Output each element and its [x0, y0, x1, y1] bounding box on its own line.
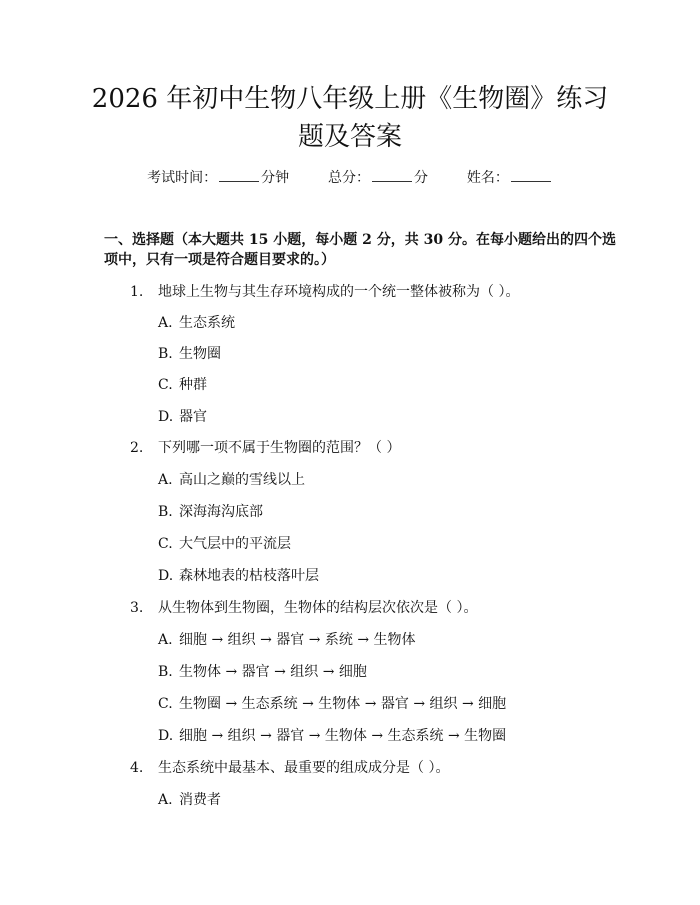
option-letter: B.	[158, 346, 173, 362]
option-letter: C.	[158, 377, 173, 393]
question-text: 地球上生物与其生存环境构成的一个统一整体被称为（ ）。	[158, 284, 520, 300]
section-heading-line-1: 一、选择题（本大题共 15 小题，每小题 2 分，共 30 分。在每小题给出的四个选	[104, 232, 616, 248]
question-4	[130, 758, 449, 778]
option-4a	[158, 790, 221, 810]
exam-info-line	[0, 168, 700, 188]
total-score-blank	[372, 168, 412, 182]
section-heading-line-2: 项中，只有一项是符合题目要求的。）	[104, 252, 335, 268]
option-2d	[158, 566, 319, 586]
question-number: 4.	[130, 760, 144, 776]
option-letter: D.	[158, 568, 174, 584]
option-letter: B.	[158, 504, 173, 520]
question-text: 下列哪一项不属于生物圈的范围？（ ）	[158, 440, 401, 456]
option-text: 生物圈	[179, 346, 221, 362]
option-2b	[158, 502, 263, 522]
exam-time-unit: 分钟	[261, 170, 290, 186]
option-letter: D.	[158, 409, 174, 425]
question-number: 3.	[130, 600, 144, 616]
question-number: 2.	[130, 440, 144, 456]
exam-time-label: 考试时间：	[147, 170, 218, 186]
exam-time-blank	[219, 168, 259, 182]
option-text: 种群	[179, 377, 207, 393]
option-2a	[158, 470, 305, 490]
option-3c	[158, 694, 506, 714]
option-letter: A.	[158, 472, 173, 488]
page-title-line-1: 2026 年初中生物八年级上册《生物圈》练习	[91, 84, 609, 114]
option-text: 生物圈 → 生态系统 → 生物体 → 器官 → 组织 → 细胞	[179, 696, 507, 712]
option-3a	[158, 630, 416, 650]
question-text: 生态系统中最基本、最重要的组成成分是（ ）。	[158, 760, 450, 776]
option-1b	[158, 344, 221, 364]
option-1c	[158, 375, 207, 395]
option-text: 生物体 → 器官 → 组织 → 细胞	[179, 664, 367, 680]
option-1d	[158, 407, 207, 427]
option-letter: A.	[158, 632, 173, 648]
option-text: 细胞 → 组织 → 器官 → 生物体 → 生态系统 → 生物圈	[179, 728, 507, 744]
option-letter: B.	[158, 664, 173, 680]
option-2c	[158, 534, 291, 554]
option-letter: C.	[158, 536, 173, 552]
option-text: 器官	[179, 409, 207, 425]
option-letter: D.	[158, 728, 174, 744]
question-text: 从生物体到生物圈，生物体的结构层次依次是（ ）。	[158, 600, 478, 616]
option-letter: A.	[158, 792, 173, 808]
option-3d	[158, 726, 506, 746]
option-3b	[158, 662, 367, 682]
option-text: 高山之巅的雪线以上	[179, 472, 305, 488]
option-letter: C.	[158, 696, 173, 712]
option-text: 细胞 → 组织 → 器官 → 系统 → 生物体	[179, 632, 416, 648]
question-3	[130, 598, 477, 618]
option-1a	[158, 313, 235, 333]
option-letter: A.	[158, 315, 173, 331]
option-text: 森林地表的枯枝落叶层	[179, 568, 319, 584]
option-text: 大气层中的平流层	[179, 536, 291, 552]
total-score-unit: 分	[414, 170, 428, 186]
question-2	[130, 438, 400, 458]
question-number: 1.	[130, 284, 144, 300]
page-title-line-2: 题及答案	[297, 122, 402, 152]
question-1	[130, 282, 519, 302]
name-label: 姓名：	[466, 170, 509, 186]
option-text: 消费者	[179, 792, 221, 808]
option-text: 生态系统	[179, 315, 235, 331]
name-blank	[511, 168, 551, 182]
total-score-label: 总分：	[328, 170, 370, 186]
option-text: 深海海沟底部	[179, 504, 263, 520]
